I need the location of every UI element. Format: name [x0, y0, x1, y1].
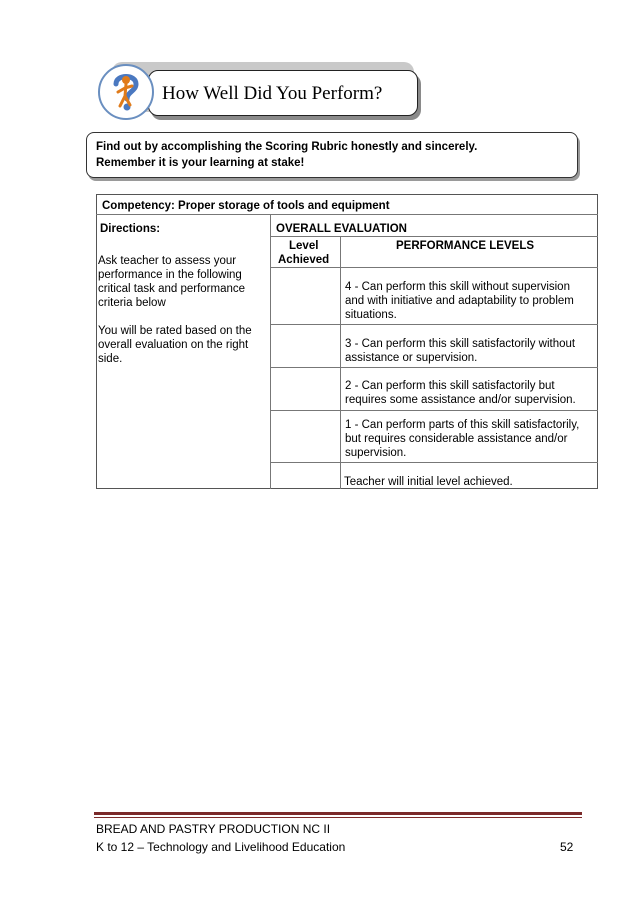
question-figure-icon — [98, 64, 154, 120]
directions-line: Ask teacher to assess your — [98, 255, 237, 267]
instruction-line-2: Remember it is your learning at stake! — [96, 157, 305, 169]
table-divider — [96, 214, 598, 215]
footer-program: K to 12 – Technology and Livelihood Education — [96, 840, 346, 854]
level-2-text: 2 - Can perform this skill satisfactorily but — [345, 380, 555, 392]
level-1-text: 1 - Can perform parts of this skill satisfactorily, — [345, 419, 580, 431]
instruction-box — [86, 132, 578, 178]
level-header: Achieved — [278, 254, 330, 266]
table-divider — [270, 214, 271, 489]
level-4-text: and with initiative and adaptability to problem — [345, 295, 574, 307]
table-divider — [340, 236, 341, 489]
page-title: How Well Did You Perform? — [162, 83, 383, 104]
competency-label: Competency: Proper storage of tools and equipment — [102, 200, 390, 212]
directions-line: critical task and performance — [98, 283, 246, 295]
footer-rule — [94, 817, 582, 818]
level-header: Level — [289, 240, 319, 252]
overall-evaluation-heading: OVERALL EVALUATION — [276, 223, 407, 235]
table-divider — [270, 324, 598, 325]
level-4-text: 4 - Can perform this skill without supervision — [345, 281, 570, 293]
level-2-text: requires some assistance and/or supervision. — [345, 394, 576, 406]
directions-line: side. — [98, 353, 123, 365]
directions-heading: Directions: — [100, 223, 161, 235]
teacher-note: Teacher will initial level achieved. — [344, 476, 513, 488]
table-divider — [270, 462, 598, 463]
table-divider — [270, 367, 598, 368]
directions-line: performance in the following — [98, 269, 242, 281]
directions-line: You will be rated based on the — [98, 325, 252, 337]
performance-levels-header: PERFORMANCE LEVELS — [396, 240, 535, 252]
directions-line: overall evaluation on the right — [98, 339, 249, 351]
footer-course: BREAD AND PASTRY PRODUCTION NC II — [96, 822, 331, 836]
instruction-line-1: Find out by accomplishing the Scoring Rubric honestly and sincerely. — [96, 141, 478, 153]
footer-rule — [94, 812, 582, 815]
level-3-text: assistance or supervision. — [345, 352, 478, 364]
level-1-text: supervision. — [345, 447, 407, 459]
page-number: 52 — [560, 840, 574, 854]
level-1-text: but requires considerable assistance and/or — [345, 433, 568, 445]
level-4-text: situations. — [345, 309, 397, 321]
level-3-text: 3 - Can perform this skill satisfactorily without — [345, 338, 576, 350]
table-divider — [270, 410, 598, 411]
directions-line: criteria below — [98, 297, 166, 309]
